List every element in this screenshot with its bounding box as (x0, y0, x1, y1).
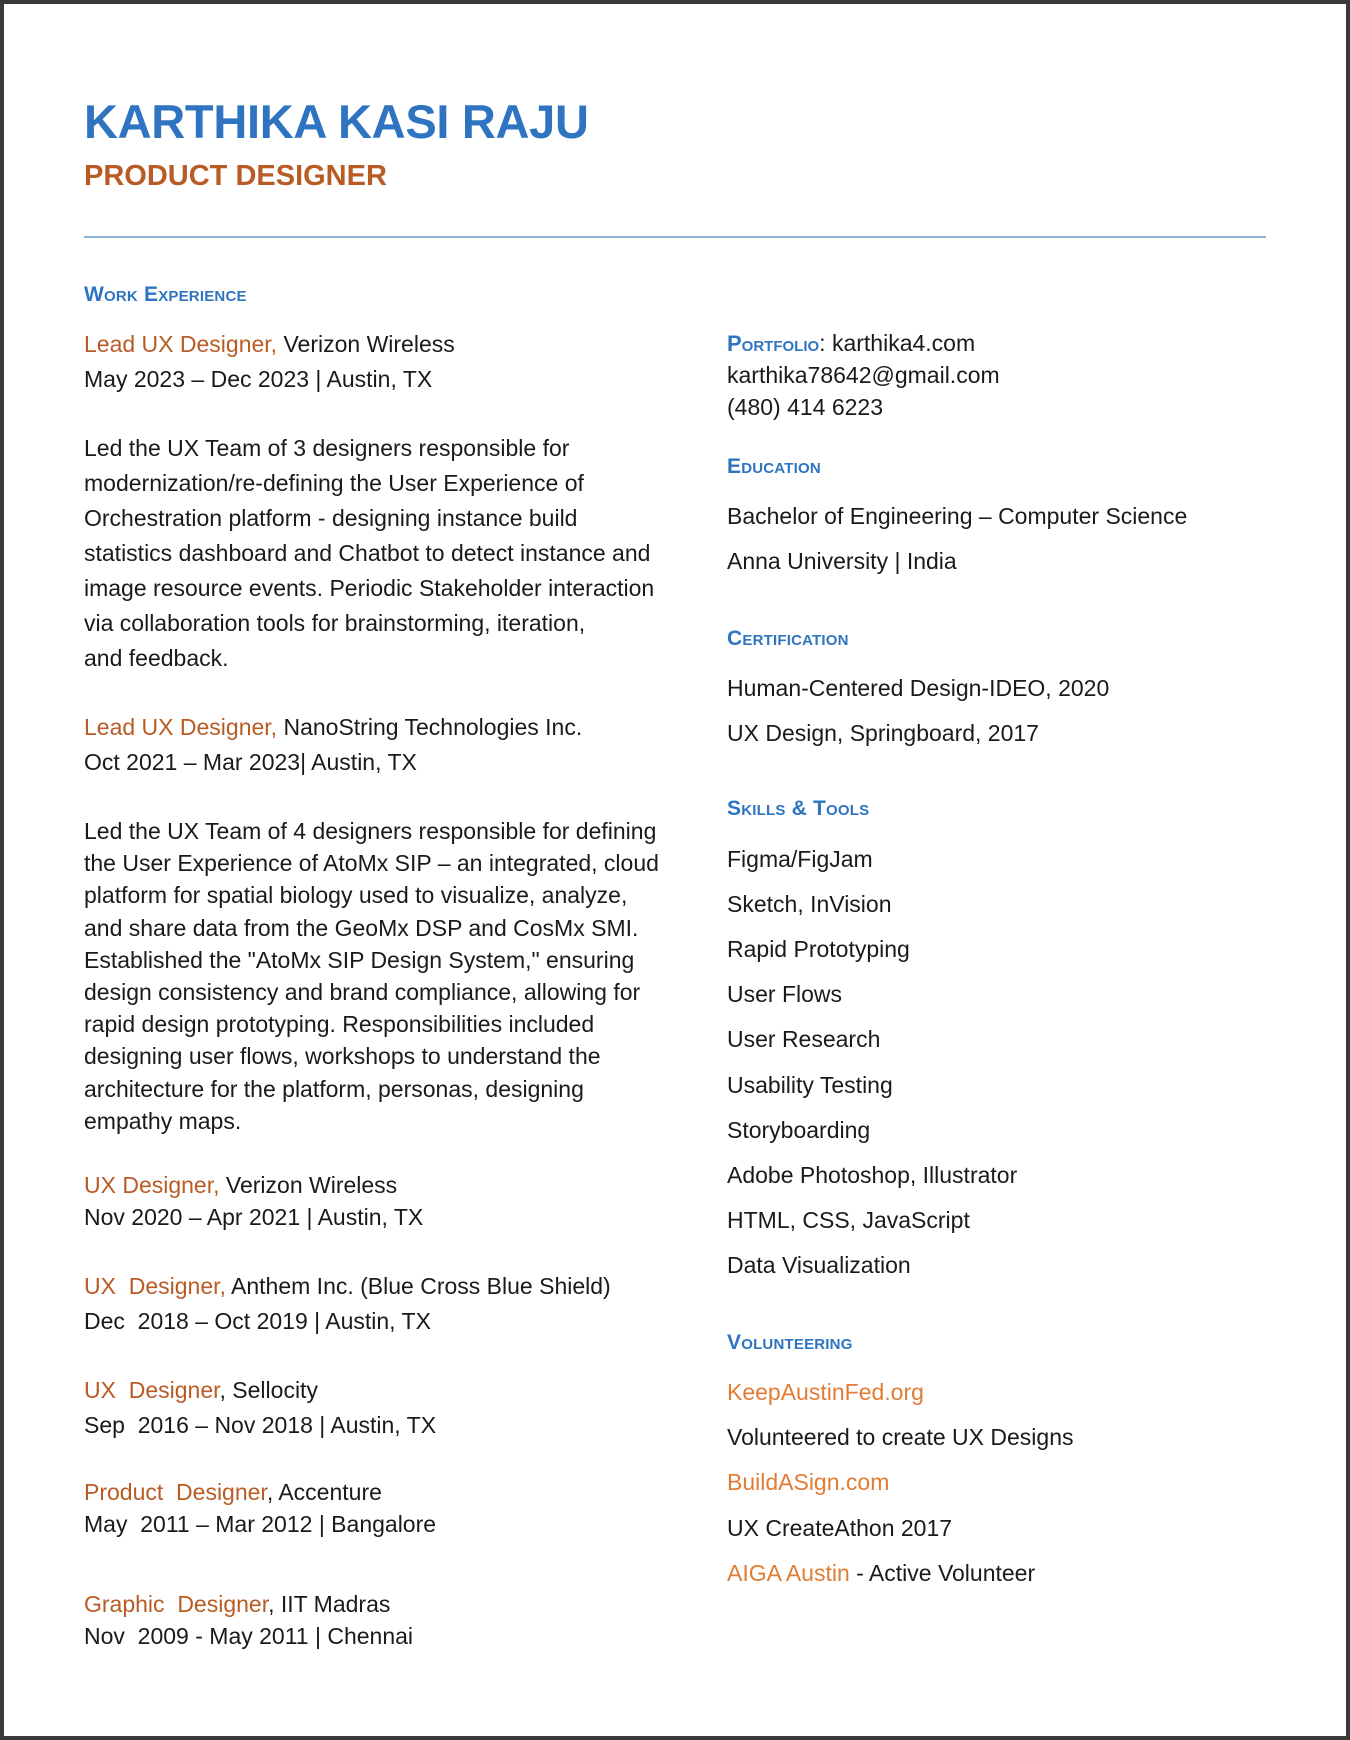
job-1-dates: May 2023 – Dec 2023 | Austin, TX (84, 366, 433, 392)
education-school: Anna University | India (727, 548, 957, 574)
skill-item: Rapid Prototyping (727, 936, 910, 962)
job-2-desc-line: platform for spatial biology used to visualize, analyze, (84, 882, 628, 909)
job-2-description (84, 815, 684, 1137)
job-5-dates: Sep 2016 – Nov 2018 | Austin, TX (84, 1412, 437, 1438)
email-link[interactable]: karthika78642@gmail.com (727, 362, 1000, 388)
job-2-role: Lead UX Designer, (84, 714, 278, 740)
job-2-desc-line: and share data from the GeoMx DSP and CosMx SMI. (84, 914, 639, 941)
job-1-title-line (84, 328, 455, 360)
job-4-company: Anthem Inc. (Blue Cross Blue Shield) (225, 1273, 611, 1299)
certification-item: Human-Centered Design-IDEO, 2020 (727, 675, 1110, 701)
job-2-title-line (84, 711, 582, 743)
job-7-dates: Nov 2009 - May 2011 | Chennai (84, 1623, 414, 1649)
phone-number: (480) 414 6223 (727, 394, 884, 420)
job-5-title-line (84, 1374, 318, 1406)
job-1-desc-line: via collaboration tools for brainstorming, iteration, (84, 610, 586, 636)
certification-item: UX Design, Springboard, 2017 (727, 720, 1039, 746)
job-1-desc-line: and feedback. (84, 645, 229, 671)
job-1-role: Lead UX Designer, (84, 331, 278, 357)
volunteer-org-buildasign[interactable]: BuildASign.com (727, 1469, 890, 1495)
job-5-company: , Sellocity (219, 1377, 318, 1403)
job-2-desc-line: empathy maps. (84, 1107, 242, 1134)
job-3-role: UX Designer, (84, 1172, 220, 1198)
skill-item: Adobe Photoshop, Illustrator (727, 1162, 1018, 1188)
job-6-role: Product Designer (84, 1479, 267, 1505)
skill-item: User Research (727, 1026, 881, 1052)
skill-item: Usability Testing (727, 1072, 893, 1098)
job-3-company: Verizon Wireless (219, 1172, 398, 1198)
job-4-dates: Dec 2018 – Oct 2019 | Austin, TX (84, 1308, 431, 1334)
job-2-desc-line: Led the UX Team of 4 designers responsible for defining (84, 818, 657, 844)
candidate-title: PRODUCT DESIGNER (84, 160, 387, 192)
volunteer-org-aiga-desc: - Active Volunteer (849, 1560, 1036, 1586)
job-7-title-line (84, 1588, 390, 1620)
job-6-company: , Accenture (266, 1479, 382, 1505)
job-2-desc-line: designing user flows, workshops to understand the (84, 1043, 601, 1070)
job-1-desc-line: image resource events. Periodic Stakeholder interaction (84, 575, 655, 601)
job-2-company: NanoString Technologies Inc. (277, 714, 583, 740)
job-1-desc-line: Led the UX Team of 3 designers responsible for (84, 435, 570, 461)
header-divider (84, 236, 1266, 238)
job-1-description (84, 431, 684, 676)
volunteer-org-aiga[interactable]: AIGA Austin (727, 1560, 850, 1586)
volunteering-heading: Volunteering (727, 1331, 853, 1354)
job-4-role: UX Designer, (84, 1273, 226, 1299)
job-2-desc-line: architecture for the platform, personas, designing (84, 1075, 584, 1102)
education-degree: Bachelor of Engineering – Computer Science (727, 503, 1188, 529)
job-5-role: UX Designer (84, 1377, 220, 1403)
job-2-desc-line: rapid design prototyping. Responsibilities included (84, 1011, 595, 1038)
volunteer-aiga-line (727, 1557, 1035, 1589)
job-3-title-line (84, 1169, 397, 1201)
skills-heading: Skills & Tools (727, 797, 870, 820)
job-3-dates: Nov 2020 – Apr 2021 | Austin, TX (84, 1204, 424, 1230)
volunteer-org-keepaustinfed[interactable]: KeepAustinFed.org (727, 1379, 924, 1405)
job-2-dates: Oct 2021 – Mar 2023| Austin, TX (84, 749, 417, 775)
skill-item: Sketch, InVision (727, 891, 892, 917)
skill-item: Storyboarding (727, 1117, 871, 1143)
job-1-desc-line: statistics dashboard and Chatbot to detect instance and (84, 540, 651, 566)
portfolio-separator: : (819, 330, 832, 356)
skill-item: User Flows (727, 981, 843, 1007)
job-1-desc-line: modernization/re-defining the User Experience of (84, 470, 584, 496)
candidate-name: KARTHIKA KASI RAJU (84, 95, 589, 148)
job-7-company: , IIT Madras (268, 1591, 391, 1617)
volunteer-org-buildasign-desc: UX CreateAthon 2017 (727, 1515, 953, 1541)
portfolio-line (727, 327, 975, 360)
skill-item: HTML, CSS, JavaScript (727, 1207, 970, 1233)
job-4-title-line (84, 1270, 611, 1302)
education-heading: Education (727, 455, 821, 478)
job-2-desc-line: design consistency and brand compliance, allowing for (84, 979, 641, 1006)
job-1-company: Verizon Wireless (277, 331, 455, 357)
job-6-dates: May 2011 – Mar 2012 | Bangalore (84, 1511, 437, 1537)
volunteer-org-keepaustinfed-desc: Volunteered to create UX Designs (727, 1424, 1074, 1450)
skill-item: Figma/FigJam (727, 846, 873, 872)
portfolio-link[interactable]: karthika4.com (831, 330, 976, 356)
portfolio-label: Portfolio (727, 331, 820, 356)
job-2-desc-line: the User Experience of AtoMx SIP – an integrated, cloud (84, 850, 659, 877)
certification-heading: Certification (727, 627, 849, 650)
job-1-desc-line: Orchestration platform - designing instance build (84, 505, 578, 531)
job-6-title-line (84, 1476, 382, 1508)
job-2-desc-line: Established the "AtoMx SIP Design System," ensuring (84, 946, 635, 973)
skill-item: Data Visualization (727, 1252, 911, 1278)
work-experience-heading: Work Experience (84, 283, 247, 306)
job-7-role: Graphic Designer (84, 1591, 269, 1617)
